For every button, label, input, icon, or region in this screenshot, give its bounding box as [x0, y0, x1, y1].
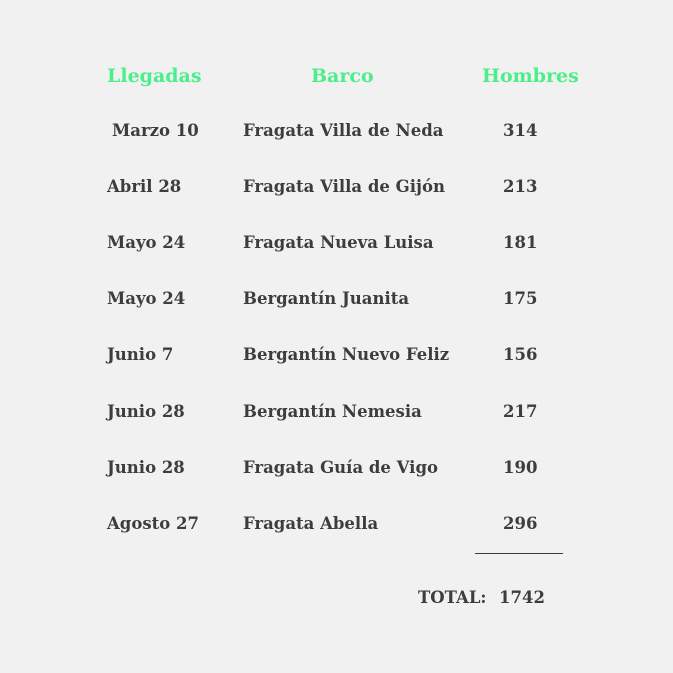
- ship-name: Fragata Villa de Neda: [243, 121, 444, 140]
- ship-name: Bergantín Nemesia: [243, 402, 422, 421]
- ship-name: Fragata Villa de Gijón: [243, 177, 445, 196]
- arrival-date: Agosto 27: [107, 514, 199, 533]
- header-ship: Barco: [311, 65, 374, 87]
- men-count: 190: [503, 458, 538, 477]
- arrival-date: Mayo 24: [107, 233, 186, 252]
- table-row: [0, 119, 673, 143]
- table-row: [0, 175, 673, 199]
- total-label: TOTAL:: [418, 588, 487, 607]
- table-row: [0, 512, 673, 536]
- header-men: Hombres: [482, 65, 579, 87]
- ship-name: Fragata Nueva Luisa: [243, 233, 434, 252]
- arrival-date: Marzo 10: [112, 121, 199, 140]
- men-count: 314: [503, 121, 538, 140]
- men-count: 217: [503, 402, 538, 421]
- table-row: [0, 231, 673, 255]
- arrival-date: Junio 28: [107, 402, 185, 421]
- total-value: 1742: [499, 588, 545, 607]
- table-row: [0, 343, 673, 367]
- table-row: [0, 400, 673, 424]
- men-count: 213: [503, 177, 538, 196]
- ship-name: Fragata Guía de Vigo: [243, 458, 438, 477]
- ship-name: Bergantín Nuevo Feliz: [243, 345, 450, 364]
- sum-divider: [475, 553, 563, 554]
- men-count: 156: [503, 345, 538, 364]
- ship-name: Bergantín Juanita: [243, 289, 410, 308]
- men-count: 181: [503, 233, 538, 252]
- arrival-date: Junio 7: [107, 345, 174, 364]
- arrival-date: Abril 28: [107, 177, 182, 196]
- men-count: 296: [503, 514, 538, 533]
- men-count: 175: [503, 289, 538, 308]
- arrival-date: Junio 28: [107, 458, 185, 477]
- header-arrivals: Llegadas: [107, 65, 202, 87]
- table-row: [0, 456, 673, 480]
- table-row: [0, 287, 673, 311]
- arrival-date: Mayo 24: [107, 289, 186, 308]
- ship-name: Fragata Abella: [243, 514, 379, 533]
